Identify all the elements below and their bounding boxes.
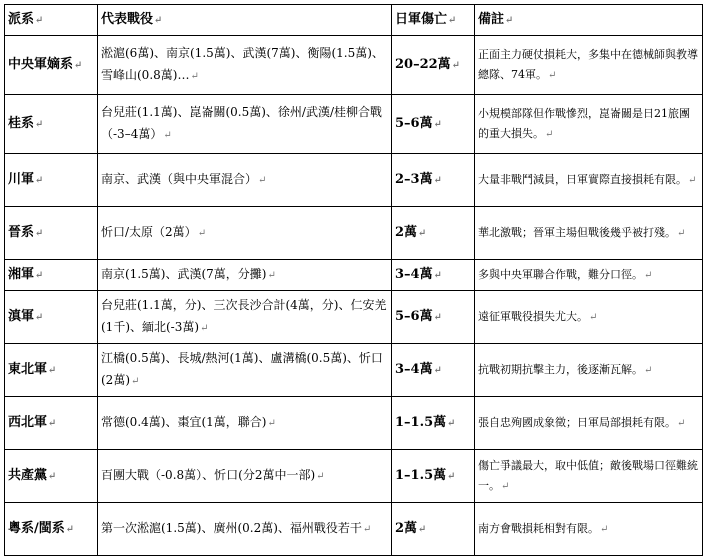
cell-battles: 南京(1.5萬)、武漢(7萬，分攤)↵ — [98, 260, 392, 291]
cell-notes: 遠征軍戰役損失尤大。↵ — [475, 291, 703, 344]
cell-losses: 5–6萬↵ — [392, 95, 475, 154]
cell-group: 東北軍↵ — [5, 344, 98, 397]
cell-group: 川軍↵ — [5, 154, 98, 207]
table-row — [5, 260, 703, 291]
table-row — [5, 154, 703, 207]
table-row — [5, 503, 703, 556]
cell-losses: 5–6萬↵ — [392, 291, 475, 344]
table-row — [5, 36, 703, 95]
cell-battles: 江橋(0.5萬)、長城/熱河(1萬)、盧溝橋(0.5萬)、忻口(2萬)↵ — [98, 344, 392, 397]
header-battles: 代表戰役↵ — [98, 5, 392, 36]
cell-group: 湘軍↵ — [5, 260, 98, 291]
cell-group: 中央軍嫡系↵ — [5, 36, 98, 95]
cell-losses: 2萬↵ — [392, 503, 475, 556]
cell-notes: 抗戰初期抗擊主力，後逐漸瓦解。↵ — [475, 344, 703, 397]
header-row — [5, 5, 703, 36]
cell-losses: 1–1.5萬↵ — [392, 397, 475, 450]
cell-notes: 小規模部隊但作戰慘烈，崑崙關是日21旅團的重大損失。↵ — [475, 95, 703, 154]
cell-battles: 台兒莊(1.1萬)、崑崙關(0.5萬)、徐州/武漢/桂柳合戰（-3–4萬）↵ — [98, 95, 392, 154]
cell-losses: 2–3萬↵ — [392, 154, 475, 207]
cell-losses: 3–4萬↵ — [392, 260, 475, 291]
cell-notes: 大量非戰鬥減員，日軍實際直接損耗有限。↵ — [475, 154, 703, 207]
cell-group: 粵系/閩系↵ — [5, 503, 98, 556]
cell-losses: 20–22萬↵ — [392, 36, 475, 95]
cell-notes: 張自忠殉國成象徵；日軍局部損耗有限。↵ — [475, 397, 703, 450]
cell-group: 共產黨↵ — [5, 450, 98, 503]
cell-notes: 正面主力硬仗損耗大，多集中在德械師與教導總隊、74軍。↵ — [475, 36, 703, 95]
cell-losses: 3–4萬↵ — [392, 344, 475, 397]
header-losses: 日軍傷亡↵ — [392, 5, 475, 36]
table-row — [5, 207, 703, 260]
header-group: 派系↵ — [5, 5, 98, 36]
cell-battles: 百團大戰（-0.8萬）、忻口(分2萬中一部)↵ — [98, 450, 392, 503]
cell-group: 晉系↵ — [5, 207, 98, 260]
table-row — [5, 397, 703, 450]
table-row — [5, 344, 703, 397]
cell-group: 西北軍↵ — [5, 397, 98, 450]
cell-losses: 1–1.5萬↵ — [392, 450, 475, 503]
cell-notes: 多與中央軍聯合作戰，難分口徑。↵ — [475, 260, 703, 291]
cell-notes: 傷亡爭議最大，取中低值；敵後戰場口徑難統一。↵ — [475, 450, 703, 503]
cell-battles: 台兒莊(1.1萬，分)、三次長沙合計(4萬，分)、仁安羌(1千)、緬北(-3萬)↵ — [98, 291, 392, 344]
cell-notes: 南方會戰損耗相對有限。↵ — [475, 503, 703, 556]
header-notes: 備註↵ — [475, 5, 703, 36]
war-losses-table — [4, 4, 703, 556]
cell-battles: 忻口/太原（2萬）↵ — [98, 207, 392, 260]
table-row — [5, 95, 703, 154]
table-row — [5, 291, 703, 344]
cell-notes: 華北激戰；晉軍主場但戰後幾乎被打殘。↵ — [475, 207, 703, 260]
table-row — [5, 450, 703, 503]
cell-battles: 淞滬(6萬)、南京(1.5萬)、武漢(7萬)、衡陽(1.5萬)、雪峰山(0.8萬)…↵ — [98, 36, 392, 95]
cell-group: 滇軍↵ — [5, 291, 98, 344]
cell-battles: 第一次淞滬(1.5萬)、廣州(0.2萬)、福州戰役若干↵ — [98, 503, 392, 556]
cell-battles: 常德(0.4萬)、棗宜(1萬，聯合)↵ — [98, 397, 392, 450]
cell-group: 桂系↵ — [5, 95, 98, 154]
cell-battles: 南京、武漢（與中央軍混合）↵ — [98, 154, 392, 207]
cell-losses: 2萬↵ — [392, 207, 475, 260]
